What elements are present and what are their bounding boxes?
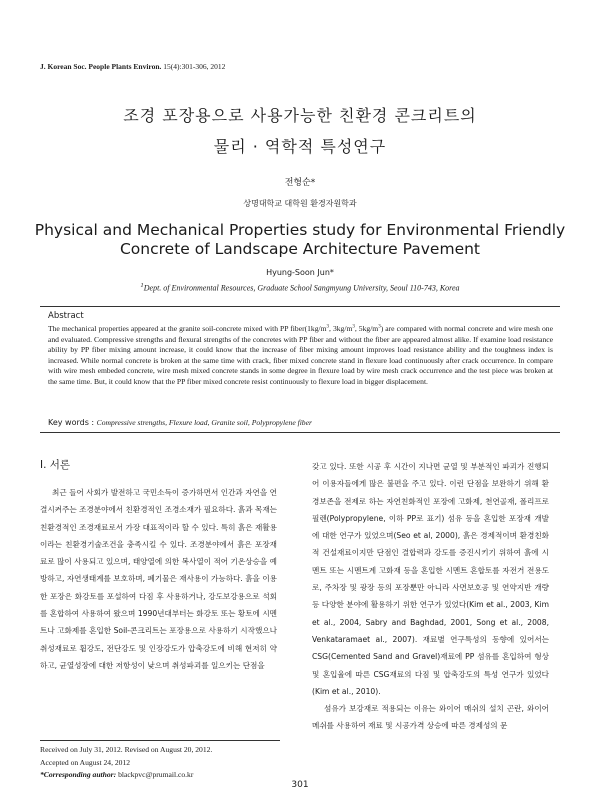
journal-citation: 15(4):301-306, 2012: [161, 62, 226, 71]
abstract-text-a: The mechanical properties appeared at the granite soil-concrete mixed with PP fiber(1kg/m: [48, 324, 327, 333]
section-heading: Ⅰ. 서론: [40, 459, 71, 471]
received-note: Received on July 31, 2012. Revised on August 20, 2012.: [40, 745, 213, 754]
abstract-sup-3: 3: [378, 324, 381, 330]
affiliation-superscript: 1: [140, 282, 144, 289]
keywords-label: Key words :: [48, 418, 97, 427]
page-number: 301: [291, 780, 309, 790]
journal-reference: [40, 62, 225, 71]
abstract-heading: Abstract: [48, 311, 84, 321]
footnotes: [40, 744, 280, 782]
korean-affiliation: 상명대학교 대학원 환경자원학과: [243, 199, 357, 208]
accepted-note: Accepted on August 24, 2012: [40, 757, 131, 767]
journal-name: J. Korean Soc. People Plants Environ.: [40, 62, 162, 71]
right-paragraph-1: 갖고 있다. 또한 시공 후 시간이 지나면 균열 및 부분적인 파괴가 진행되어 이용자들에게 많은 불편을 주고 있다. 이런 단점을 보완하기 위해 환경보존을 전제로 하는 자연친화적인 포장에 고화제, 천연골재, 폴리프로필렌(Polypropylene, 이하 PP로 표기) 섬유 등을 혼입한 포장재 개발에 대한 연구가 있었으며(Seo et al, 2000), 흙은 경제적이며 환경친화적 건설재료이지만 단점인 결합력과 강도를 증진시키기 위하여 흙에 시멘트 또는 시멘트계 고화재 등을 혼입한 시멘트 혼합토를 자전거 전용도로, 주차장 및 광장 등의 포장뿐만 아니라 사면보호공 및 연약지반 개량 등 다양한 분야에 활용하기 위한 연구가 있었다(Kim et al., 2003, Kim et al., 2004, Sabry and Baghdad, 2001, Song et al., 2008, Venkataramaet al., 2007). 재료별 연구특성의 동향에 있어서는 CSG(Cemented Sand and Gravel)재료에 PP 섬유를 혼입하여 형상 및 혼입율에 따른 CSG재료의 다짐 및 압축강도의 특성 연구가 있었다(Kim et al., 2010).: [312, 462, 549, 696]
abstract-sup-2: 3: [352, 324, 355, 330]
left-paragraph: 최근 들어 사회가 발전하고 국민소득이 증가하면서 인간과 자연을 연결시켜주는 조경분야에서 친환경적인 조경소재가 필요하다. 흙과 목재는 친환경적인 조경재료로서 가장 대표적이라 할 수 있다. 특히 흙은 재활용이라는 친환경기술조건을 충족시킬 수 있다. 조경분야에서 흙은 포장재료로 많이 사용되고 있으며, 태양열에 의한 복사열이 적어 기온상승을 예방하고, 자연생태계를 보호하며, 폐기물은 재사용이 가능하다. 흙을 이용한 포장은 화강토를 포설하여 다짐 후 사용하거나, 강도보강용으로 석회를 혼합하여 사용하여 왔으며 1990년대부터는 화강토 또는 황토에 시멘트나 고화제를 혼입한 Soil-콘크리트는 포장용으로 사용하기 시작했으나 취성재료로 휨강도, 전단강도 및 인장강도가 압축강도에 비해 현저히 약하고, 균열성장에 대한 저항성이 낮으며 취성파괴를 일으키는 단점을: [40, 488, 277, 670]
english-affiliation-text: Dept. of Environmental Resources, Graduate School Sangmyung University, Seoul 110-743, Korea: [143, 283, 460, 293]
corresponding-email: blackpvc@prumail.co.kr: [116, 770, 194, 779]
korean-title-line1: 조경 포장용으로 사용가능한 친환경 콘크리트의: [123, 106, 477, 125]
right-column: [312, 458, 549, 735]
corresponding-label: *Corresponding author:: [40, 770, 117, 779]
abstract-text-b: , 3kg/m: [329, 324, 353, 333]
english-author: Hyung-Soon Jun*: [266, 268, 334, 277]
abstract-text-c: , 5kg/m: [354, 324, 379, 333]
abstract-text-d: ) are compared with normal concrete and wire mesh one and evaluated. Compressive strengths and flexural strengths of the concretes with PP fiber and without the fiber are appeared almost alike. If examine load resistance ability by PP fiber mixing amount increase, it could know that the increase of fiber mixing amount improves load resistance ability and the toughness index is increased. While normal concrete is broken at the same time with crack, fiber mixed concrete stand in flexure load continuously after crack occurrence. In compare with wire mesh embeded concrete, wire mesh mixed concrete stands in some degree in flexure load by wire mesh crack occurrence and the test piece was broken at the same time. But, it could know that the PP fiber mixed concrete resist continuously to flexure load in bigger displacement.: [48, 324, 553, 386]
english-title-line2: Concrete of Landscape Architecture Pavement: [119, 240, 481, 258]
abstract-sup-1: 3: [326, 324, 330, 330]
footnote-rule: [40, 740, 280, 741]
abstract-bottom-rule: [40, 432, 560, 433]
keywords-list: Compressive strengths, Flexure load, Granite soil, Polypropylene fiber: [96, 418, 312, 427]
left-column: [40, 458, 277, 674]
korean-author: 전형순*: [284, 178, 316, 188]
abstract-top-rule: [40, 306, 560, 307]
english-title-line1: Physical and Mechanical Properties study for Environmental Friendly: [34, 221, 566, 239]
right-paragraph-2: 섬유가 보강재로 적용되는 이유는 와이어 매쉬의 설치 곤란, 와이어 메쉬를 사용하여 재료 및 시공가격 상승에 따른 경제성의 문: [312, 704, 549, 731]
abstract-text: [48, 324, 553, 388]
korean-title-line2: 물리 · 역학적 특성연구: [213, 137, 387, 156]
english-affiliation: [0, 282, 600, 293]
keywords: [48, 418, 553, 427]
